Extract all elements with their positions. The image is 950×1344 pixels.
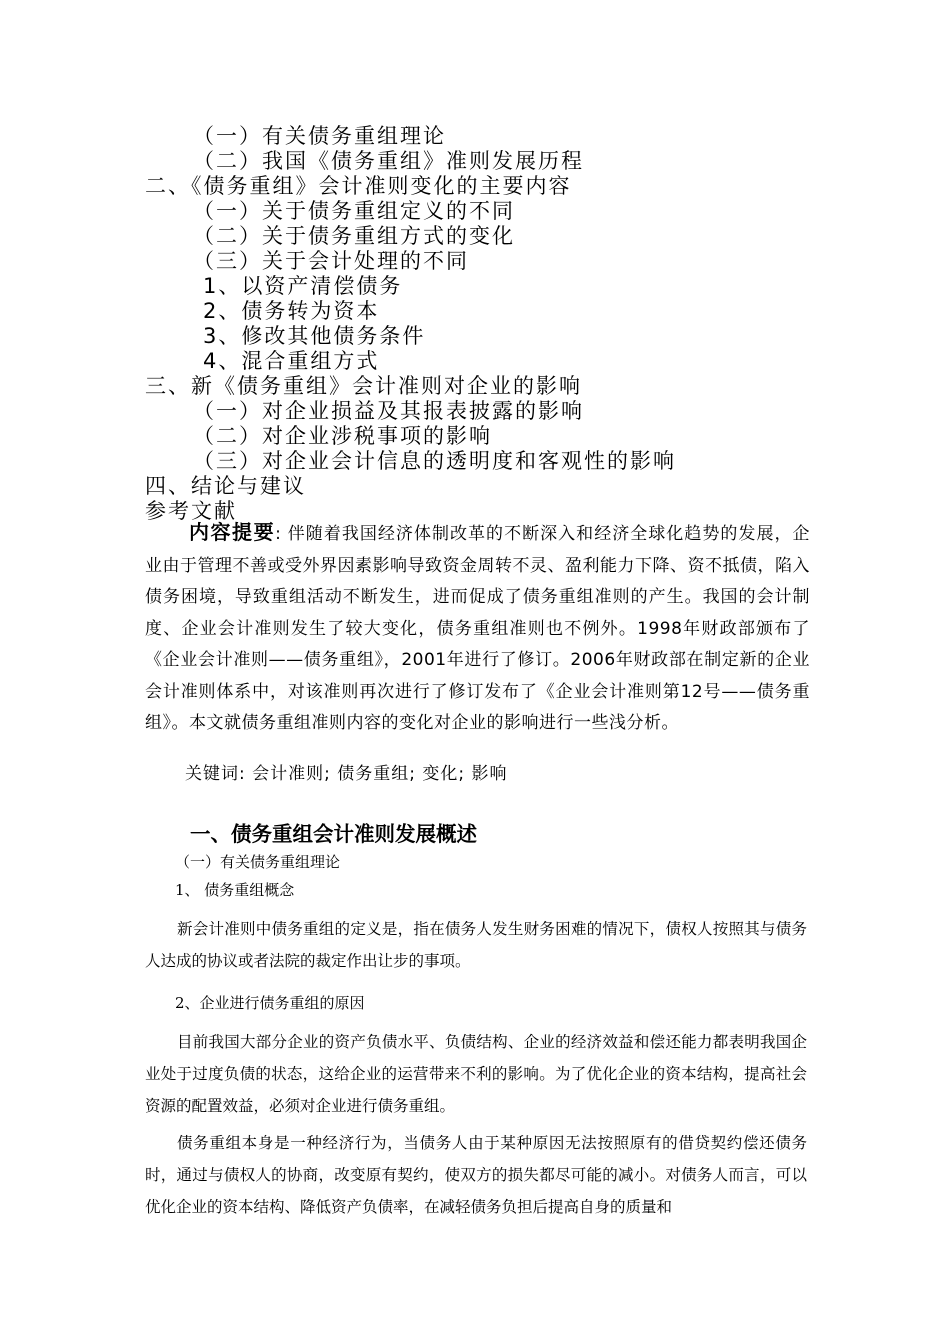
keywords: 关键词: 会计准则; 债务重组; 变化; 影响 <box>185 764 508 784</box>
subsection-heading: （一）有关债务重组理论 <box>175 853 341 871</box>
abstract-paragraph <box>145 517 810 740</box>
toc-item: （二）我国《债务重组》准则发展历程 <box>193 149 584 173</box>
item-heading: 2、企业进行债务重组的原因 <box>175 994 365 1012</box>
toc-item: （三）关于会计处理的不同 <box>193 249 469 273</box>
toc-item: 1、以资产清偿债务 <box>203 274 403 298</box>
abstract-label: 内容提要 <box>189 520 276 544</box>
toc-item: 四、结论与建议 <box>145 474 306 498</box>
item-heading: 1、 债务重组概念 <box>175 881 295 899</box>
toc-item: 二、《债务重组》会计准则变化的主要内容 <box>145 174 572 198</box>
toc-item: （二）对企业涉税事项的影响 <box>193 424 492 448</box>
section-title: 一、债务重组会计准则发展概述 <box>190 822 477 846</box>
toc-item: 3、修改其他债务条件 <box>203 324 426 348</box>
toc-item: （一）关于债务重组定义的不同 <box>193 199 515 223</box>
toc-item: 参考文献 <box>145 499 237 523</box>
body-paragraph: 目前我国大部分企业的资产负债水平、负债结构、企业的经济效益和偿还能力都表明我国企业处于过度负债的状态，这给企业的运营带来不利的影响。为了优化企业的资本结构，提高社会资源的配置效益，必须对企业进行债务重组。 <box>145 1033 807 1115</box>
toc-item: 三、新《债务重组》会计准则对企业的影响 <box>145 374 582 398</box>
toc-item: （三）对企业会计信息的透明度和客观性的影响 <box>193 449 676 473</box>
abstract-text: : 伴随着我国经济体制改革的不断深入和经济全球化趋势的发展，企业由于管理不善或受外界因素影响导致资金周转不灵、盈利能力下降、资不抵债，陷入债务困境，导致重组活动不断发生，进而促成了债务重组准则的产生。我国的会计制度、企业会计准则发生了较大变化，债务重组准则也不例外。1998年财政部颁布了《企业会计准则——债务重组》，2001年进行了修订。2006年财政部在制定新的企业会计准则体系中，对该准则再次进行了修订发布了《企业会计准则第12号——债务重组》。本文就债务重组准则内容的变化对企业的影响进行一些浅分析。 <box>145 524 810 733</box>
body-paragraph: 新会计准则中债务重组的定义是，指在债务人发生财务困难的情况下，债权人按照其与债务人达成的协议或者法院的裁定作出让步的事项。 <box>145 920 807 970</box>
toc-item: （一）有关债务重组理论 <box>193 124 446 148</box>
abstract <box>145 517 810 740</box>
body-paragraph: 债务重组本身是一种经济行为，当债务人由于某种原因无法按照原有的借贷契约偿还债务时，通过与债权人的协商，改变原有契约，使双方的损失都尽可能的减小。对债务人而言，可以优化企业的资本结构、降低资产负债率，在减轻债务负担后提高自身的质量和 <box>145 1134 807 1216</box>
toc-item: 4、混合重组方式 <box>203 349 380 373</box>
toc-item: 2、债务转为资本 <box>203 299 380 323</box>
toc-item: （二）关于债务重组方式的变化 <box>193 224 515 248</box>
toc-item: （一）对企业损益及其报表披露的影响 <box>193 399 584 423</box>
